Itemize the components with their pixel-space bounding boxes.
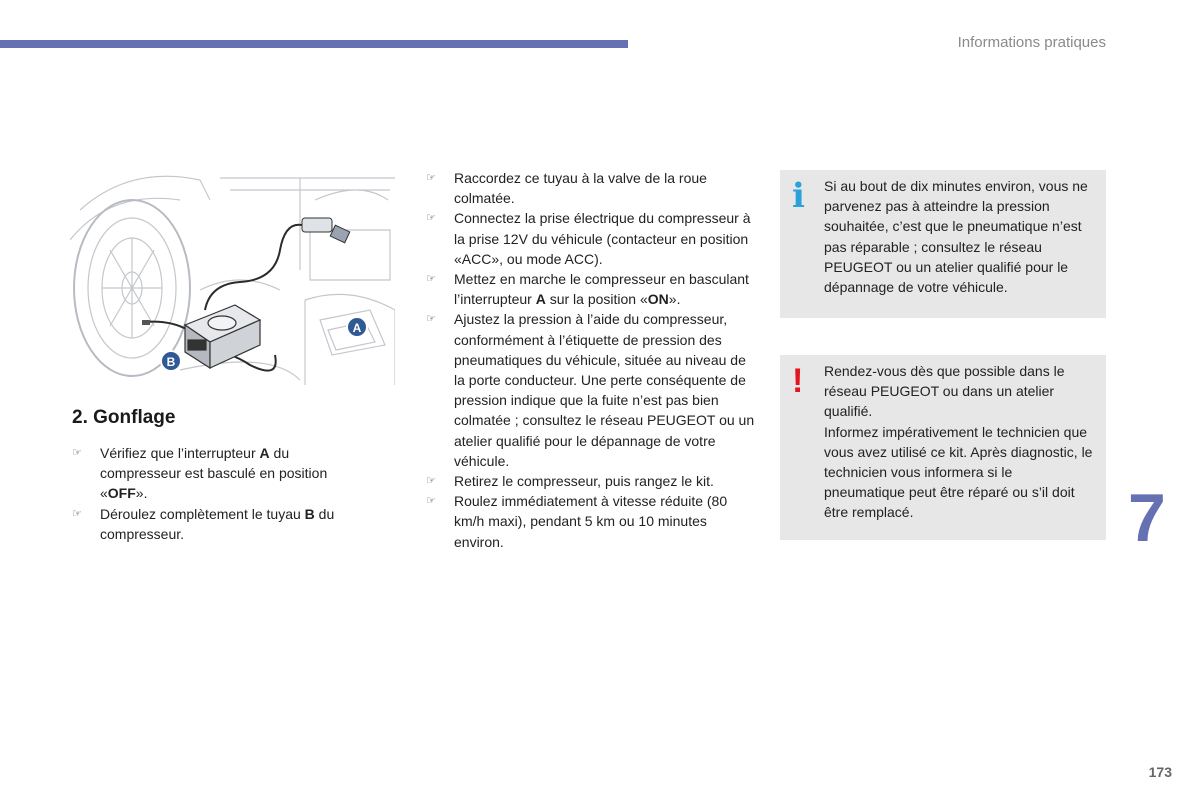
warning-box [780,355,1106,540]
step-item: ☞ Connectez la prise électrique du compresseur à la prise 12V du véhicule (contacteur en position «ACC», ou mode ACC). [426,210,751,267]
warning-icon: ! [792,362,804,400]
compressor-illustration [70,170,395,385]
info-text: Si au bout de dix minutes environ, vous ne parvenez pas à atteindre la pression souhaitée, c’est que le pneumatique n’est pas réparable ; consultez le réseau PEUGEOT ou un atelier qualifié pour le dépannage de votre véhicule. [824,178,1088,296]
step-item: ☞ Raccordez ce tuyau à la valve de la roue colmatée. [426,170,707,207]
label-a-marker [347,317,367,337]
svg-text:A: A [352,321,362,335]
chapter-number: 7 [1128,480,1166,556]
warning-text [824,361,1096,523]
step-item: ☞ Vérifiez que l’interrupteur A du compresseur est basculé en position «OFF». [72,445,328,502]
pointing-hand-icon: ☞ [72,447,82,459]
info-icon: i [792,176,805,216]
step-item: ☞ Mettez en marche le compresseur en basculant l’interrupteur A sur la position «ON». [426,271,749,308]
section-heading: 2. Gonflage [72,407,176,428]
section-title: Informations pratiques [957,34,1106,51]
svg-text:B: B [166,355,176,369]
step-item: ☞ Retirez le compresseur, puis rangez le kit. [426,471,756,491]
info-box [780,170,1106,318]
pointing-hand-icon: ☞ [426,495,436,508]
step-item: ☞ Roulez immédiatement à vitesse réduite (80 km/h maxi), pendant 5 km ou 10 minutes environ. [426,493,728,550]
left-steps-list [72,443,372,544]
pointing-hand-icon: ☞ [426,273,436,286]
step-item: ☞ Ajustez la pression à l’aide du compresseur, conformément à l’étiquette de pression des pneumatiques du véhicule, située au niveau de la porte conducteur. Une perte conséquente de pression indique que la fuite n’est pas bien colmatée ; consultez le réseau PEUGEOT ou un atelier qualifié pour le dépannage de votre véhicule. [426,311,755,469]
pointing-hand-icon: ☞ [426,475,436,488]
middle-steps-list [426,168,756,552]
pointing-hand-icon: ☞ [72,507,82,520]
header-accent-bar [0,40,628,48]
warning-line: Informez impérativement le technicien que vous avez utilisé ce kit. Après diagnostic, le technicien vous informera si le pneumatique peut être réparé ou s’il doit être remplacé. [824,423,1093,521]
label-b-marker [161,351,181,371]
pointing-hand-icon: ☞ [426,313,436,326]
pointing-hand-icon: ☞ [426,212,436,225]
warning-line: Rendez-vous dès que possible dans le réseau PEUGEOT ou dans un atelier qualifié. [824,363,1065,420]
page-number: 173 [1148,764,1172,780]
step-item: ☞ Déroulez complètement le tuyau B du compresseur. [72,505,335,542]
pointing-hand-icon: ☞ [426,172,436,184]
